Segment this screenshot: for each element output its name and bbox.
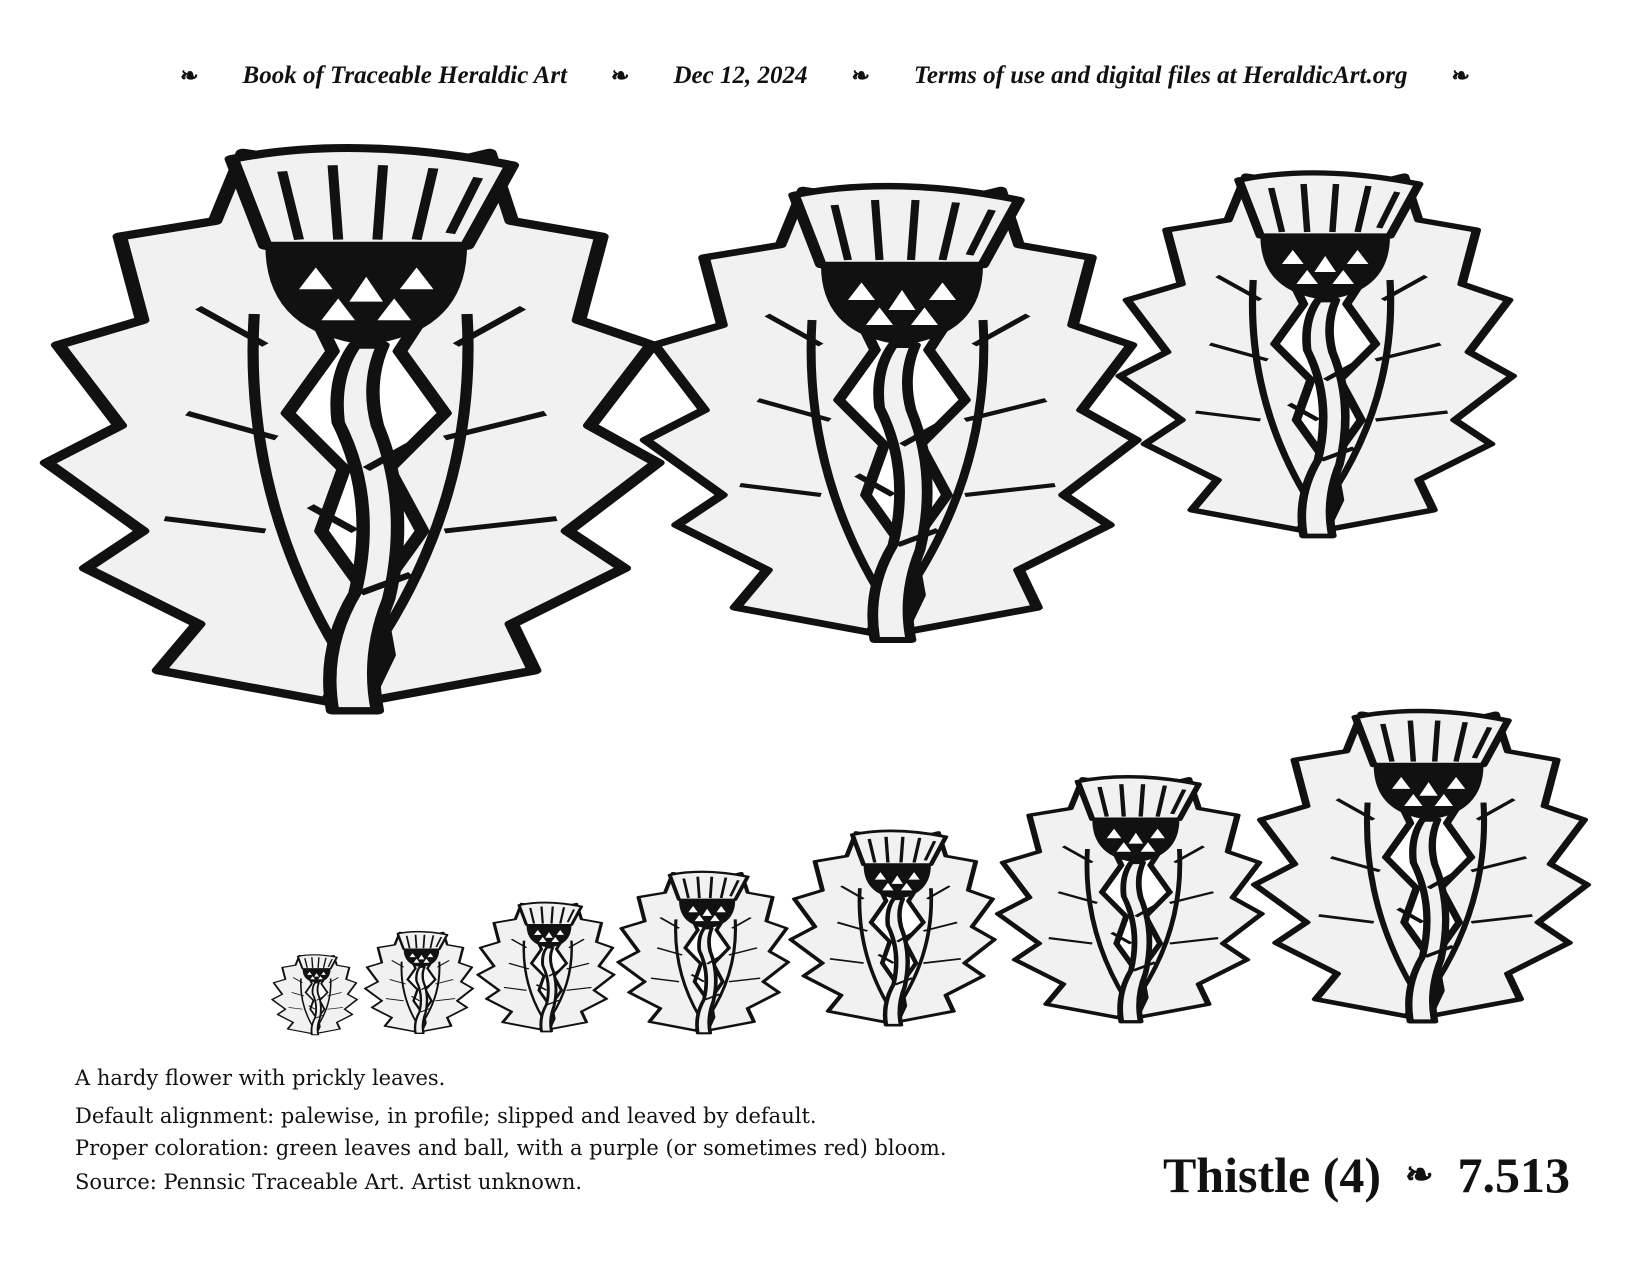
thistle-size-1: [272, 955, 357, 1035]
thistle-large-1: [47, 148, 657, 711]
plate-number: 7.513: [1457, 1147, 1570, 1203]
thistle-size-6: [998, 777, 1262, 1022]
fleuron-icon: ❧: [1451, 63, 1470, 88]
thistle-size-4: [618, 872, 788, 1034]
fleuron-icon: ❧: [180, 63, 199, 88]
book-title: Book of Traceable Heraldic Art: [242, 62, 568, 89]
description-coloration: Proper coloration: green leaves and ball, with a purple (or sometimes red) bloom.: [75, 1136, 947, 1160]
thistle-size-3: [478, 903, 614, 1032]
thistle-size-5: [791, 831, 995, 1025]
description-alignment: Default alignment: palewise, in profile; slipped and leaved by default.: [75, 1104, 817, 1128]
description-summary: A hardy flower with prickly leaves.: [75, 1066, 446, 1090]
plate-name: Thistle (4): [1162, 1147, 1381, 1203]
description-block: [75, 1062, 975, 1198]
thistle-large-2: [646, 186, 1137, 640]
fleuron-icon: ❧: [1405, 1157, 1434, 1194]
thistle-size-7: [1255, 711, 1587, 1021]
thistle-size-2: [365, 932, 473, 1034]
plate-title: [1163, 1140, 1570, 1210]
publication-date: Dec 12, 2024: [673, 62, 808, 89]
fleuron-icon: ❧: [851, 63, 870, 88]
thistle-large-3: [1120, 173, 1512, 536]
fleuron-icon: ❧: [611, 63, 630, 88]
description-source: Source: Pennsic Traceable Art. Artist unknown.: [75, 1170, 583, 1194]
terms-link-text: Terms of use and digital files at HeraldicArt.org: [913, 62, 1408, 89]
